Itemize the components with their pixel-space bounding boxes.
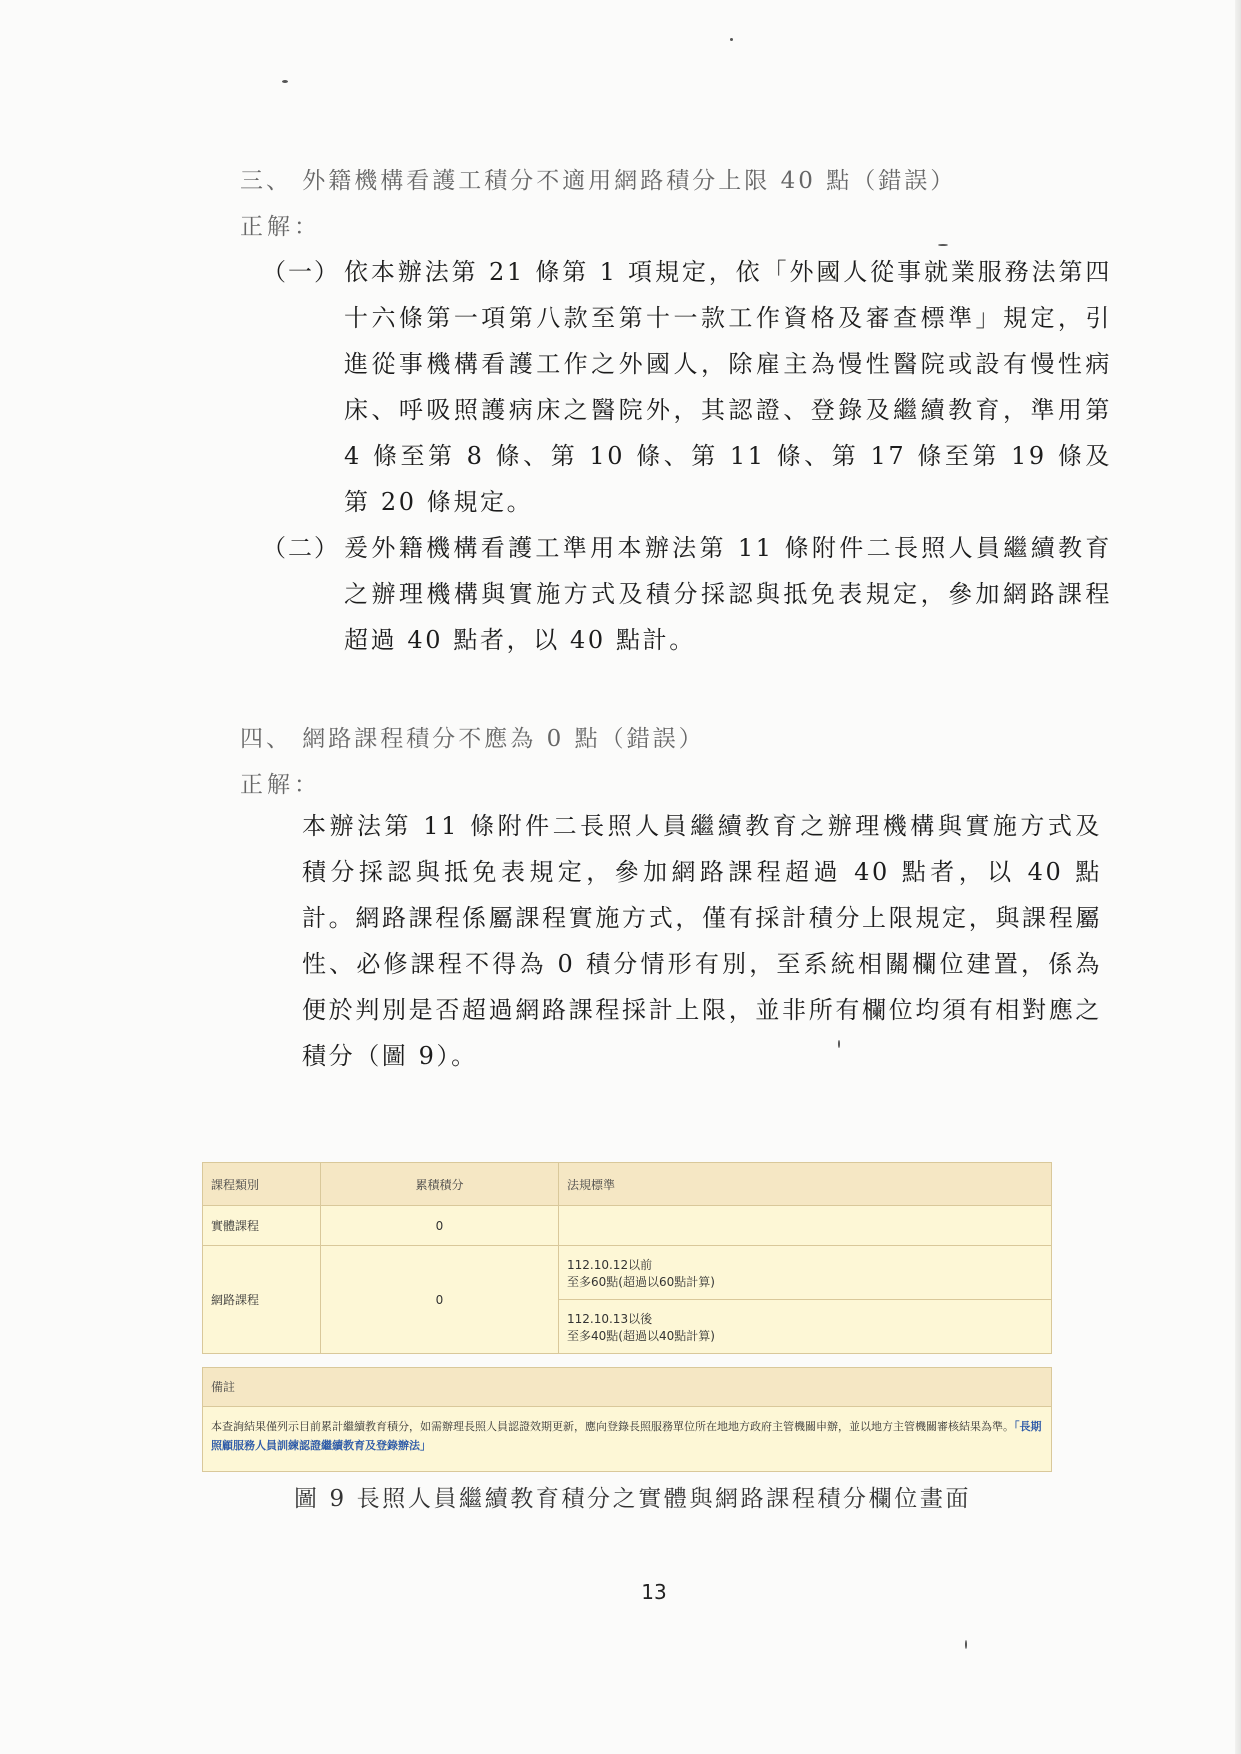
scan-speck bbox=[730, 38, 733, 41]
rule-text: 至多60點(超過以60點計算) bbox=[567, 1274, 715, 1289]
section-3-title: 三、 外籍機構看護工積分不適用網路積分上限 40 點（錯誤） bbox=[240, 168, 957, 194]
section-4-answer-label: 正解： bbox=[240, 772, 321, 798]
table-row bbox=[203, 1206, 1052, 1246]
table-header-row bbox=[203, 1163, 1052, 1206]
table-row bbox=[203, 1246, 1052, 1300]
header-course-type: 課程類別 bbox=[203, 1163, 321, 1206]
credits-table bbox=[202, 1162, 1052, 1354]
section-4-title: 四、 網路課程積分不應為 0 點（錯誤） bbox=[240, 726, 705, 752]
scan-edge bbox=[1235, 0, 1241, 1754]
physical-course-standard bbox=[559, 1206, 1052, 1246]
section-3-item-2 bbox=[262, 525, 1112, 663]
page-number: 13 bbox=[641, 1580, 667, 1604]
item-marker: （一） bbox=[262, 258, 340, 286]
online-course-points: 0 bbox=[321, 1246, 559, 1354]
item-text: 依本辦法第 21 條第 1 項規定，依「外國人從事就業服務法第四十六條第一項第八款至第十一款工作資格及審查標準」規定，引進從事機構看護工作之外國人，除雇主為慢性醫院或設有慢性病床、呼吸照護病床之醫院外，其認證、登錄及繼續教育，準用第 4 條至第 8 條、第 10 條、第 11 條、第 17 條至第 19 條及第 20 條規定。 bbox=[344, 258, 1112, 516]
header-standard: 法規標準 bbox=[559, 1163, 1052, 1206]
remarks-title: 備註 bbox=[203, 1368, 1051, 1407]
scan-speck bbox=[965, 1640, 967, 1649]
figure-caption: 圖 9 長照人員繼續教育積分之實體與網路課程積分欄位畫面 bbox=[294, 1486, 972, 1512]
online-rule-after bbox=[559, 1300, 1052, 1354]
rule-text: 至多40點(超過以40點計算) bbox=[567, 1328, 715, 1343]
regulation-link[interactable]: 「長期照顧服務人員訓練認證繼續教育及登錄辦法」 bbox=[211, 1420, 1042, 1452]
remarks-body bbox=[203, 1407, 1051, 1455]
physical-course-points: 0 bbox=[321, 1206, 559, 1246]
section-3-item-1 bbox=[262, 249, 1112, 525]
remarks-text: 本查詢結果僅列示目前累計繼續教育積分，如需辦理長照人員認證效期更新，應向登錄長照服務單位所在地地方政府主管機關申辦，並以地方主管機關審核結果為準。 bbox=[211, 1420, 1014, 1433]
scan-speck bbox=[938, 244, 948, 246]
item-marker: （二） bbox=[262, 534, 340, 562]
physical-course-label: 實體課程 bbox=[203, 1206, 321, 1246]
section-4-paragraph: 本辦法第 11 條附件二長照人員繼續教育之辦理機構與實施方式及積分採認與抵免表規定，參加網路課程超過 40 點者，以 40 點計。網路課程係屬課程實施方式，僅有採計積分上限規定，與課程屬性、必修課程不得為 0 積分情形有別，至系統相關欄位建置，係為便於判別是否超過網路課程採計上限，並非所有欄位均須有相對應之積分（圖 9）。 bbox=[302, 812, 1102, 1070]
rule-date: 112.10.12以前 bbox=[567, 1257, 653, 1272]
online-rule-before bbox=[559, 1246, 1052, 1300]
scan-speck bbox=[282, 80, 288, 83]
item-text: 爰外籍機構看護工準用本辦法第 11 條附件二長照人員繼續教育之辦理機構與實施方式及積分採認與抵免表規定，參加網路課程超過 40 點者，以 40 點計。 bbox=[344, 534, 1112, 654]
online-course-label: 網路課程 bbox=[203, 1246, 321, 1354]
header-points: 累積積分 bbox=[321, 1163, 559, 1206]
remarks-box bbox=[202, 1367, 1052, 1472]
figure-9-screenshot bbox=[202, 1162, 1052, 1470]
section-3-answer-label: 正解： bbox=[240, 214, 321, 240]
rule-date: 112.10.13以後 bbox=[567, 1311, 653, 1326]
